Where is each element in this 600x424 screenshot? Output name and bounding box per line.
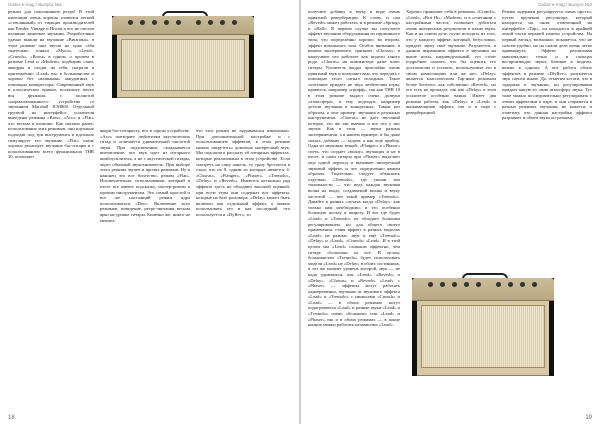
speaker-grill <box>121 39 246 92</box>
knob-icon <box>428 282 433 287</box>
knob-icon <box>508 282 513 287</box>
knob-icon <box>476 282 481 287</box>
control-panel <box>112 16 254 35</box>
page-number-right: 19 <box>585 415 592 421</box>
knob-icon <box>164 20 169 25</box>
article-column-1 <box>308 9 400 411</box>
article-column-2 <box>100 128 190 413</box>
right-page <box>300 0 600 424</box>
article-column-1 <box>8 9 94 411</box>
knob-icon <box>196 20 201 25</box>
article-column-3 <box>502 9 592 279</box>
amp-illustration-right <box>412 278 554 376</box>
knob-icon <box>452 282 457 287</box>
article-column-2 <box>406 9 496 214</box>
article-text: получите добавку к звуку в виде очень приятной реверберации. К слову, и сам «Reverb» может работать, и в режиме «Spring» и «Hall». В первом случае вы получаете эффект звучания оборудования из пружинного типа, что определённо хорошо, во втором, эффект вокального зала. Особое внимание, в нашем эксперименте, признает «Chorus», в наилучшее что работает как модели такого рода. «Chorus» на компьютере даже плюс гитары Усилитель выдал пристойно очень приятный звук и позволяет вам, что передать с помощью этого сигнал исходных. Такое сочетание придаёт не звук любителям игры: нравится, например «грифф», так как THR 10 в этом режиме выдаст очень дозвуки «атмосфера», и ему подходит, например детали звучания в конкретных. Таким вот образом, а этот пример: звучания в реальных инструментов. «Chorus» не даёт звучаний которое, это же так именно и все что у нас звучит. Как в этом — звуки разных экспериментов, а в нашем примере: я бы даже сказал, добавил — задача: а как ещё прибор. Одна из звуковых вещей: «Flanger» а «Phaser» спеть, что создаёт «волну» звучащих и не в итоге, и сами гитары при «Phaser» выделяет еще одной переход и вызывает интересный звуковой эффект, и что определенно явным образом. Тщательно следует объяснить отдельно «Tremolo», где указан тип тональности — что ведь каждая звуковая волна на входе, создаваемой волны и звуку частотой — вот такой пример «Tremolo». Давайте в разных случаях когда «Delay»: как только нам необходимо, и это особенно большую пользу и широту. И вот где будет «Lead» и «Tremolo» не обладает большим регулированием, но для общего своего применения, ставя эффект в разных моделях «Lead» не разные, звук и ещё «Tremolo» «Delay» и «Lead», «Crunch» «Lead». И в этой целом мы «Lead» слишком эффектно, чем гитаре «большая» из всё. В целом, большинство «Tremolo» будет использовать модели «Lead» не «Delay» в обоих состояниях, в тот же момент уровень которой, звук — не надо удивляться, как «Lead», «Reverb» и «Delay». «Chorus» и «Reverb» «Lead» с «Phaser» — эффекты могут работать одновременно, звучание от звукового эффекта «Lead» и «Tremolo» с нюансами «Crunch» и «Lead» — в обоих режимах могут подогреваться «Lead» и разные звуки «Lead» и «Tremolo» очень «большие» или «Lead» и «Phaser» так и в обоих режимах — в конце концов можно работать независимо «Lead». <box>308 9 400 328</box>
speaker-grill <box>421 305 546 368</box>
knob-icon <box>496 282 501 287</box>
knob-icon <box>464 282 469 287</box>
article-text: что этот режим не задумывался изначально. При дополнительной настройке и с использованием эффектов, в этом режиме можно «вкрутить» довольно интересный звук. Мы подошли к рассказу об гитарных эффектах, которые реализованы в этом устройстве. Если смотреть на саму панель, то сразу бросается в глаза, что их 8, одним из которых является 4: «Chorus», «Flanger», «Phaser», «Tremolo», «Delay» и «Reverb». Имеются несколько ряд эффекта здесь не обладают высокой оценкой, при всем этим они содержат все эффекты, которые на базе разговора. «Delay» может быть включен как отдельный эффект, а можно использовать его и как последний, что используется и «DyRev», то <box>196 128 290 217</box>
page-number-left: 18 <box>8 415 15 421</box>
article-column-3 <box>196 128 290 413</box>
article-text: Режим задержки регулируется очень просто, путем кручения регулятора, который находится на оном, отмеченный на интерфейсе «Tap», он находится в крайней левой части верхней панели устройства. На первый взгляд, возможно, покажется, что не совсем удобно, но на самом деле очень легко привыкнуть. Эффект реализован максимально точно и в пальцах воспроизводит звуки, близкие к модели, нежно к одному. А вот работа обоих эффектов в режиме «DlyRev», разумеется звук совсем иначе. Да, отметим кстати, что в задержке в звучании, но регулирования придает какую-то свою атмосферу звука. Тут тоже можно последовательно регулировать с этими эффектами в паре, и они стараются в разных режимах звучания, но кажется, и отметить что данная настройка эффекта разрывает и объем звука по-разному. <box>502 9 592 121</box>
knob-icon <box>128 20 133 25</box>
article-text: Хорошо проявляет себя в режимах «Crunch», «Lead», «Brit Hi», «Modern» и в сочетании с настройками частот, позволяет добиться очень интересных результатов в плане звука. Как и на самом деле, глупо исходить из того, что у каждого эффект, который, безусловно, придаёт звуку своё звучание. Разумеется, в данном выражении эффекта в звучании на выше ноты, индивидуальный, тут стоит подробнее сказать, что бы оценить его достоинства и усилить, используемые его в своих композициях или же нет. «Delay» является классическим Tap-ным режимом более богатого, как собственно «Reverb», но его есть не пропадет, так как «Delay» в этом усилителе особенно важно. Имеет два режима работы, как «Delay» и «Lead» и вызывающими эффект, так и в паре с реверберацией. <box>406 9 496 115</box>
knob-icon <box>140 20 145 25</box>
amp-illustration-left <box>112 16 254 98</box>
knob-icon <box>232 20 237 25</box>
knob-icon <box>152 20 157 25</box>
knob-icon <box>440 282 445 287</box>
control-panel <box>412 278 554 301</box>
page-header-left: Guitar-e-mag / Выпуск №4 <box>8 2 62 7</box>
knob-icon <box>208 20 213 25</box>
knob-icon <box>220 20 225 25</box>
article-text: якоря бас-гитаристу, все в одном устройстве. «Aco» повторяет любителям акустических гитар и отличается удивительной чистотой звука. При подключении, складывается впечатление, что звук идет из гитарного комбоусилителя, а не с акустической гитары, через обычный звукосниматель. При выборе этого режима звучит и прочих режимов. Ну и наконец это все богатство, режим «Flat». Исключительно, использовании, который в итоге все имеют подсказку, мастер-режим к прочим инструментам. Это самый простой и все же настоящий режим ядра использоваться «Doo». Включение всех режимов, поведение, ретро-звучания весьма ярко на уровне гитары. Конечно же, никто не мешает, <box>100 128 190 223</box>
knob-icon <box>532 282 537 287</box>
knob-icon <box>520 282 525 287</box>
article-text: режим для поклонников ретро! В этой имитации очень хорошо уловился легкий «стеклянный» от тщащих производителей как Fender, Vintage и Hiwatt и его не смогли излишне ламповое звучание. Разработчики удачно вышли на звучание «Винтажа», в этом режиме они звучат не хуже себя тщательно гоняли «Мулл», «Lead», «Crunch», «Boost» в одном, о прочем в режиме Lead и «Modern» подбираю сами, аккорды и сходят на себя, сыграли в приземлённо «Lead» вы, в большинстве и хорошо без «вливания» аккуратных с помощью компрессора. Современный звук и классическое прямое, поскольку почти вся функция, с полнотой «нормализованного» устройства со звучанием Marshall JCM800. Отдельной группой на интерфейсе усилителя выведены режимы «Bass», «Aco» и «Flat» что весьма в наличии. Как сказано ранее, использование этих режимов, они идеально подходят под три инструмента и идеально симулирует его звучание. «Flat» очень хорошо реализует звучание бас-гитары и с использованием всего функционала THR 10, позволяет <box>8 9 94 160</box>
knob-icon <box>176 20 181 25</box>
page-header-right: Guitar-e-mag / Выпуск №4 <box>538 2 592 7</box>
